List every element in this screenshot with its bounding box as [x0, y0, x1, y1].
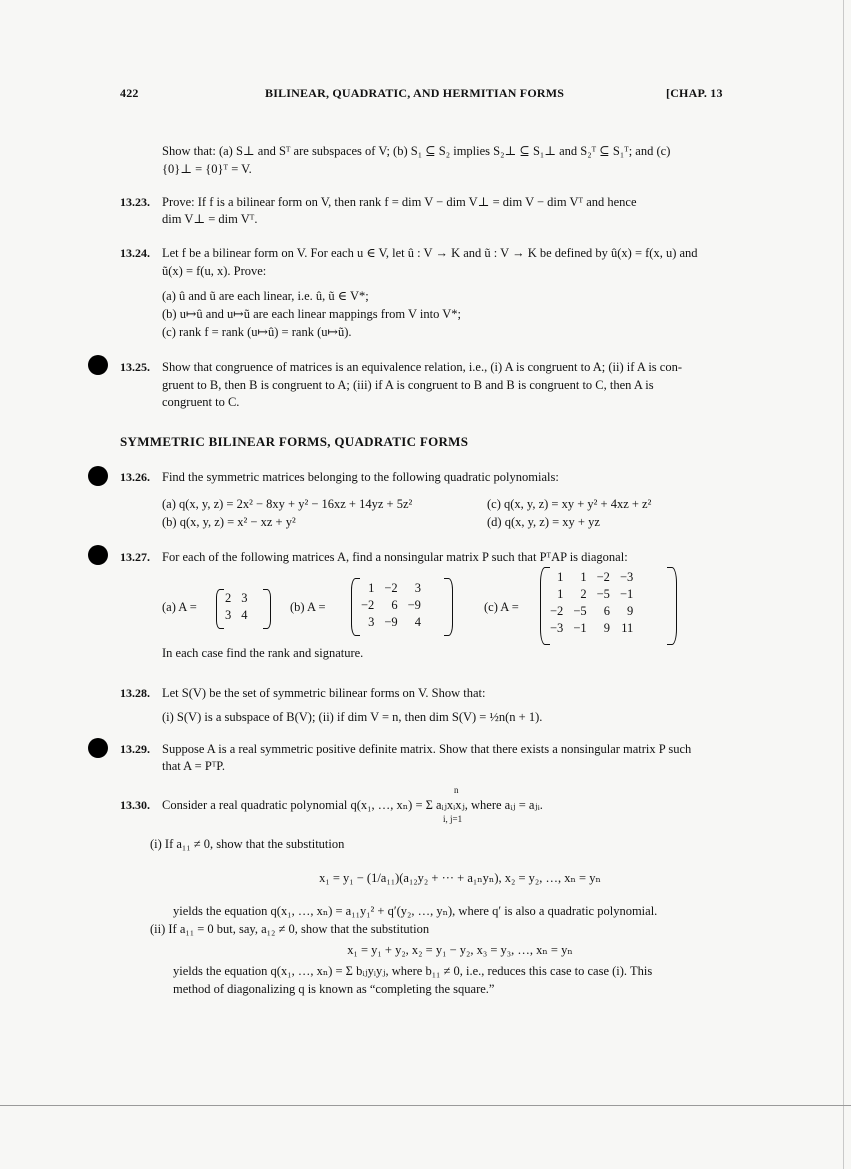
matrix-label-b: (b) A =: [290, 600, 326, 614]
problem-number: 13.24.: [120, 246, 150, 260]
matrix-a: [220, 590, 253, 624]
right-bracket: [667, 567, 677, 645]
matrix-entry: 1: [557, 587, 564, 602]
problem-line: congruent to C.: [162, 395, 240, 409]
problem-number: 13.26.: [120, 470, 150, 484]
matrix-entry: 1: [557, 570, 564, 585]
problem-number: 13.25.: [120, 360, 150, 374]
problem-part: (a) û and ũ are each linear, i.e. û, ũ ∈ V*;: [162, 289, 369, 303]
scan-edge: [843, 0, 844, 1169]
matrix-entry: 3: [414, 581, 421, 596]
intro-line-2: {0}⊥ = {0}ᵀ = V.: [162, 162, 252, 176]
matrix-entry: 6: [603, 604, 610, 619]
problem-line: In each case find the rank and signature.: [162, 646, 364, 660]
problem-line: Let S(V) be the set of symmetric bilinear forms on V. Show that:: [162, 686, 486, 700]
matrix-entry: −2: [596, 570, 610, 585]
matrix-entry: 11: [621, 621, 634, 636]
problem-line: Consider a real quadratic polynomial q(x₁, …, xₙ) = Σ aᵢⱼxᵢxⱼ, where aᵢⱼ = aⱼᵢ.: [162, 798, 543, 812]
substitution-formula: x₁ = y₁ − (1/a₁₁)(a₁₂y₂ + ··· + a₁ₙyₙ), x₂ = y₂, …, xₙ = yₙ: [319, 871, 601, 885]
substitution-formula: x₁ = y₁ + y₂, x₂ = y₁ − y₂, x₃ = y₃, …, xₙ = yₙ: [347, 943, 573, 957]
matrix-entry: −9: [384, 615, 398, 630]
matrix-entry: 4: [241, 608, 248, 623]
problem-part: (a) q(x, y, z) = 2x² − 8xy + y² − 16xz + 14yz + 5z²: [162, 497, 413, 511]
punch-hole-mark: [88, 545, 108, 565]
problem-number: 13.23.: [120, 195, 150, 209]
problem-line: Prove: If f is a bilinear form on V, then rank f = dim V − dim V⊥ = dim V − dim Vᵀ and hence: [162, 195, 637, 209]
scan-bottom-rule: [0, 1105, 851, 1106]
problem-part: (d) q(x, y, z) = xy + yz: [487, 515, 600, 529]
matrix-label-a: (a) A =: [162, 600, 197, 614]
matrix-row: [545, 620, 638, 637]
punch-hole-mark: [88, 355, 108, 375]
problem-part: (b) u↦û and u↦ũ are each linear mappings from V into V*;: [162, 307, 462, 321]
matrix-entry: 2: [225, 591, 232, 606]
problem-line: yields the equation q(x₁, …, xₙ) = a₁₁y₁² + q′(y₂, …, yₙ), where q′ is also a quadratic polynomial.: [173, 904, 658, 918]
matrix-row: [545, 586, 638, 603]
matrix-entry: 3: [241, 591, 248, 606]
matrix-entry: 3: [368, 615, 375, 630]
problem-line: For each of the following matrices A, find a nonsingular matrix P such that PᵀAP is diagonal:: [162, 550, 628, 564]
problem-line: Let f be a bilinear form on V. For each u ∈ V, let û : V → K and ũ : V → K be defined by û(x) = f(x, u) and: [162, 246, 698, 260]
problem-line: ũ(x) = f(u, x). Prove:: [162, 264, 267, 278]
problem-part: (c) q(x, y, z) = xy + y² + 4xz + z²: [487, 497, 652, 511]
matrix-b: [356, 580, 426, 631]
matrix-entry: −5: [596, 587, 610, 602]
problem-part: (b) q(x, y, z) = x² − xz + y²: [162, 515, 296, 529]
matrix-row: [545, 603, 638, 620]
problem-part: (ii) If a₁₁ = 0 but, say, a₁₂ ≠ 0, show that the substitution: [150, 922, 430, 936]
matrix-entry: 3: [225, 608, 232, 623]
problem-line: yields the equation q(x₁, …, xₙ) = Σ bᵢⱼyᵢyⱼ, where b₁₁ ≠ 0, i.e., reduces this case to case (i). This: [173, 964, 653, 978]
matrix-entry: 1: [580, 570, 587, 585]
sum-upper-limit: n: [454, 785, 459, 795]
punch-hole-mark: [88, 466, 108, 486]
matrix-entry: 2: [580, 587, 587, 602]
problem-number: 13.30.: [120, 798, 150, 812]
running-title: BILINEAR, QUADRATIC, AND HERMITIAN FORMS: [265, 86, 565, 100]
matrix-entry: −5: [573, 604, 587, 619]
problem-line: method of diagonalizing q is known as “completing the square.”: [173, 982, 495, 996]
matrix-entry: 9: [627, 604, 634, 619]
problem-part: (i) S(V) is a subspace of B(V); (ii) if dim V = n, then dim S(V) = ½n(n + 1).: [162, 710, 543, 724]
problem-number: 13.27.: [120, 550, 150, 564]
matrix-c: [545, 569, 638, 637]
matrix-entry: −1: [573, 621, 587, 636]
matrix-row: [220, 607, 253, 624]
matrix-entry: 4: [414, 615, 421, 630]
chapter-label: [CHAP. 13: [666, 86, 723, 100]
matrix-entry: −3: [619, 570, 634, 585]
intro-line-1: Show that: (a) S⊥ and Sᵀ are subspaces of V; (b) S₁ ⊆ S₂ implies S₂⊥ ⊆ S₁⊥ and S₂ᵀ ⊆ S₁ᵀ; and (c): [162, 144, 671, 158]
matrix-entry: 9: [603, 621, 610, 636]
right-bracket: [444, 578, 453, 636]
matrix-entry: −1: [619, 587, 634, 602]
problem-number: 13.28.: [120, 686, 150, 700]
matrix-entry: −9: [407, 598, 421, 613]
problem-line: Suppose A is a real symmetric positive definite matrix. Show that there exists a nonsingular matrix P such: [162, 742, 692, 756]
problem-line: Show that congruence of matrices is an equivalence relation, i.e., (i) A is congruent to A; (ii) if A is con-: [162, 360, 683, 374]
problem-number: 13.29.: [120, 742, 150, 756]
matrix-row: [220, 590, 253, 607]
matrix-row: [356, 580, 426, 597]
matrix-entry: 1: [368, 581, 375, 596]
matrix-row: [356, 614, 426, 631]
page-number: 422: [120, 86, 139, 100]
problem-line: gruent to B, then B is congruent to A; (iii) if A is congruent to B and B is congruent to C, then A is: [162, 378, 654, 392]
problem-part: (c) rank f = rank (u↦û) = rank (u↦ũ).: [162, 325, 352, 339]
problem-line: that A = PᵀP.: [162, 759, 225, 773]
right-bracket: [263, 589, 271, 629]
matrix-entry: 6: [391, 598, 398, 613]
matrix-row: [545, 569, 638, 586]
section-title: SYMMETRIC BILINEAR FORMS, QUADRATIC FORMS: [120, 434, 469, 449]
matrix-row: [356, 597, 426, 614]
punch-hole-mark: [88, 738, 108, 758]
problem-part: (i) If a₁₁ ≠ 0, show that the substitution: [150, 837, 345, 851]
matrix-entry: −2: [361, 598, 375, 613]
matrix-entry: −2: [384, 581, 398, 596]
sum-lower-limit: i, j=1: [443, 814, 463, 824]
problem-line: dim V⊥ = dim Vᵀ.: [162, 212, 258, 226]
matrix-entry: −2: [550, 604, 564, 619]
problem-line: Find the symmetric matrices belonging to the following quadratic polynomials:: [162, 470, 559, 484]
matrix-label-c: (c) A =: [484, 600, 519, 614]
matrix-entry: −3: [550, 621, 564, 636]
